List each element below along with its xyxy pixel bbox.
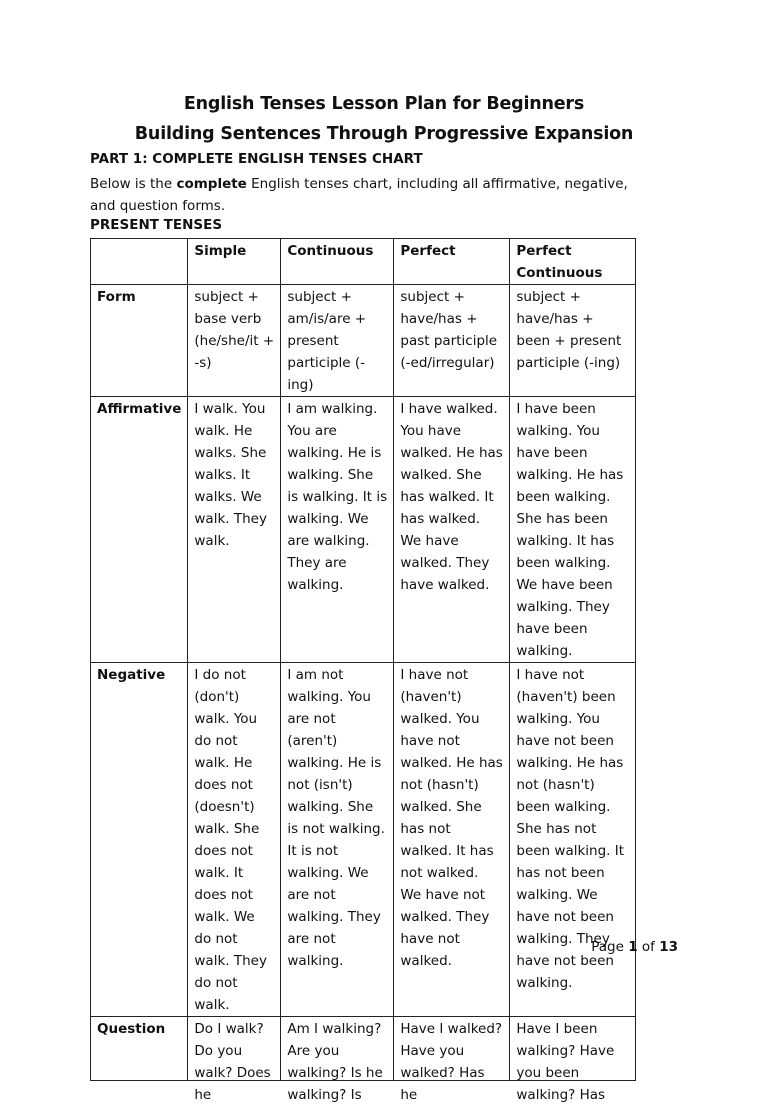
table-header-cell: Perfect — [394, 239, 510, 285]
page-current: 1 — [628, 939, 638, 955]
cell-text: Have I been walking? Have you been walking? Has — [516, 1021, 615, 1103]
cell-text: Do I walk? Do you walk? Does he — [194, 1021, 271, 1103]
cell-text: Have I walked? Have you walked? Has he — [400, 1021, 503, 1103]
page-label: Page — [591, 939, 624, 955]
section-heading: PRESENT TENSES — [90, 217, 223, 233]
intro-text-before: Below is the — [90, 176, 177, 192]
row-label: Question — [91, 1017, 188, 1081]
tenses-table — [90, 238, 636, 1103]
table-row — [91, 663, 636, 1017]
intro-text-bold: complete — [176, 176, 247, 192]
table-cell: I have walked. You have walked. He has walked. She has walked. It has walked. We have walked. They have walked. — [394, 397, 510, 663]
row-label: Form — [91, 285, 188, 397]
page-number — [591, 939, 678, 955]
table-cell — [510, 1017, 636, 1103]
table-row — [91, 285, 636, 397]
table-cell: I am not walking. You are not (aren't) walking. He is not (isn't) walking. She is not walking. It is not walking. We are not walking. They are not walking. — [281, 663, 394, 1017]
table-header-row — [91, 239, 636, 285]
table-cell: I walk. You walk. He walks. She walks. It walks. We walk. They walk. — [188, 397, 281, 663]
of-label: of — [641, 939, 655, 955]
table-row — [91, 1017, 636, 1081]
table-cell — [281, 1017, 394, 1103]
document-title: English Tenses Lesson Plan for Beginners — [183, 94, 585, 114]
table-cell: subject + have/has + past participle (-ed/irregular) — [394, 285, 510, 397]
cell-text: Am I walking? Are you walking? Is he walking? Is — [287, 1021, 383, 1103]
row-label: Negative — [91, 663, 188, 1017]
table-row — [91, 397, 636, 663]
table-header-cell — [91, 239, 188, 285]
intro-paragraph — [90, 173, 650, 217]
table-header-cell: Continuous — [281, 239, 394, 285]
table-cell: subject + am/is/are + present participle (-ing) — [281, 285, 394, 397]
intro-text-after: English tenses chart, including all affirmative, negative, and question forms. — [90, 176, 628, 214]
page-total: 13 — [659, 939, 678, 955]
document-subtitle: Building Sentences Through Progressive Expansion — [134, 124, 634, 144]
table-cell: I have not (haven't) walked. You have not walked. He has not (hasn't) walked. She has not walked. It has not walked. We have not walked. They have not walked. — [394, 663, 510, 1017]
table-cell — [394, 1017, 510, 1103]
table-cell — [188, 1017, 281, 1103]
table-cell: I have not (haven't) been walking. You have not been walking. He has not (hasn't) been walking. She has not been walking. It has not been walking. We have not been walking. They have not been walking. — [510, 663, 636, 1017]
row-label: Affirmative — [91, 397, 188, 663]
table-cell: I have been walking. You have been walking. He has been walking. She has been walking. It has been walking. We have been walking. They have been walking. — [510, 397, 636, 663]
part-heading: PART 1: COMPLETE ENGLISH TENSES CHART — [90, 151, 423, 167]
table-header-cell: Perfect Continuous — [510, 239, 636, 285]
table-cell: I am walking. You are walking. He is walking. She is walking. It is walking. We are walking. They are walking. — [281, 397, 394, 663]
table-cell: subject + have/has + been + present participle (-ing) — [510, 285, 636, 397]
table-header-cell: Simple — [188, 239, 281, 285]
table-cell: subject + base verb (he/she/it + -s) — [188, 285, 281, 397]
table-cell: I do not (don't) walk. You do not walk. He does not (doesn't) walk. She does not walk. It does not walk. We do not walk. They do not walk. — [188, 663, 281, 1017]
